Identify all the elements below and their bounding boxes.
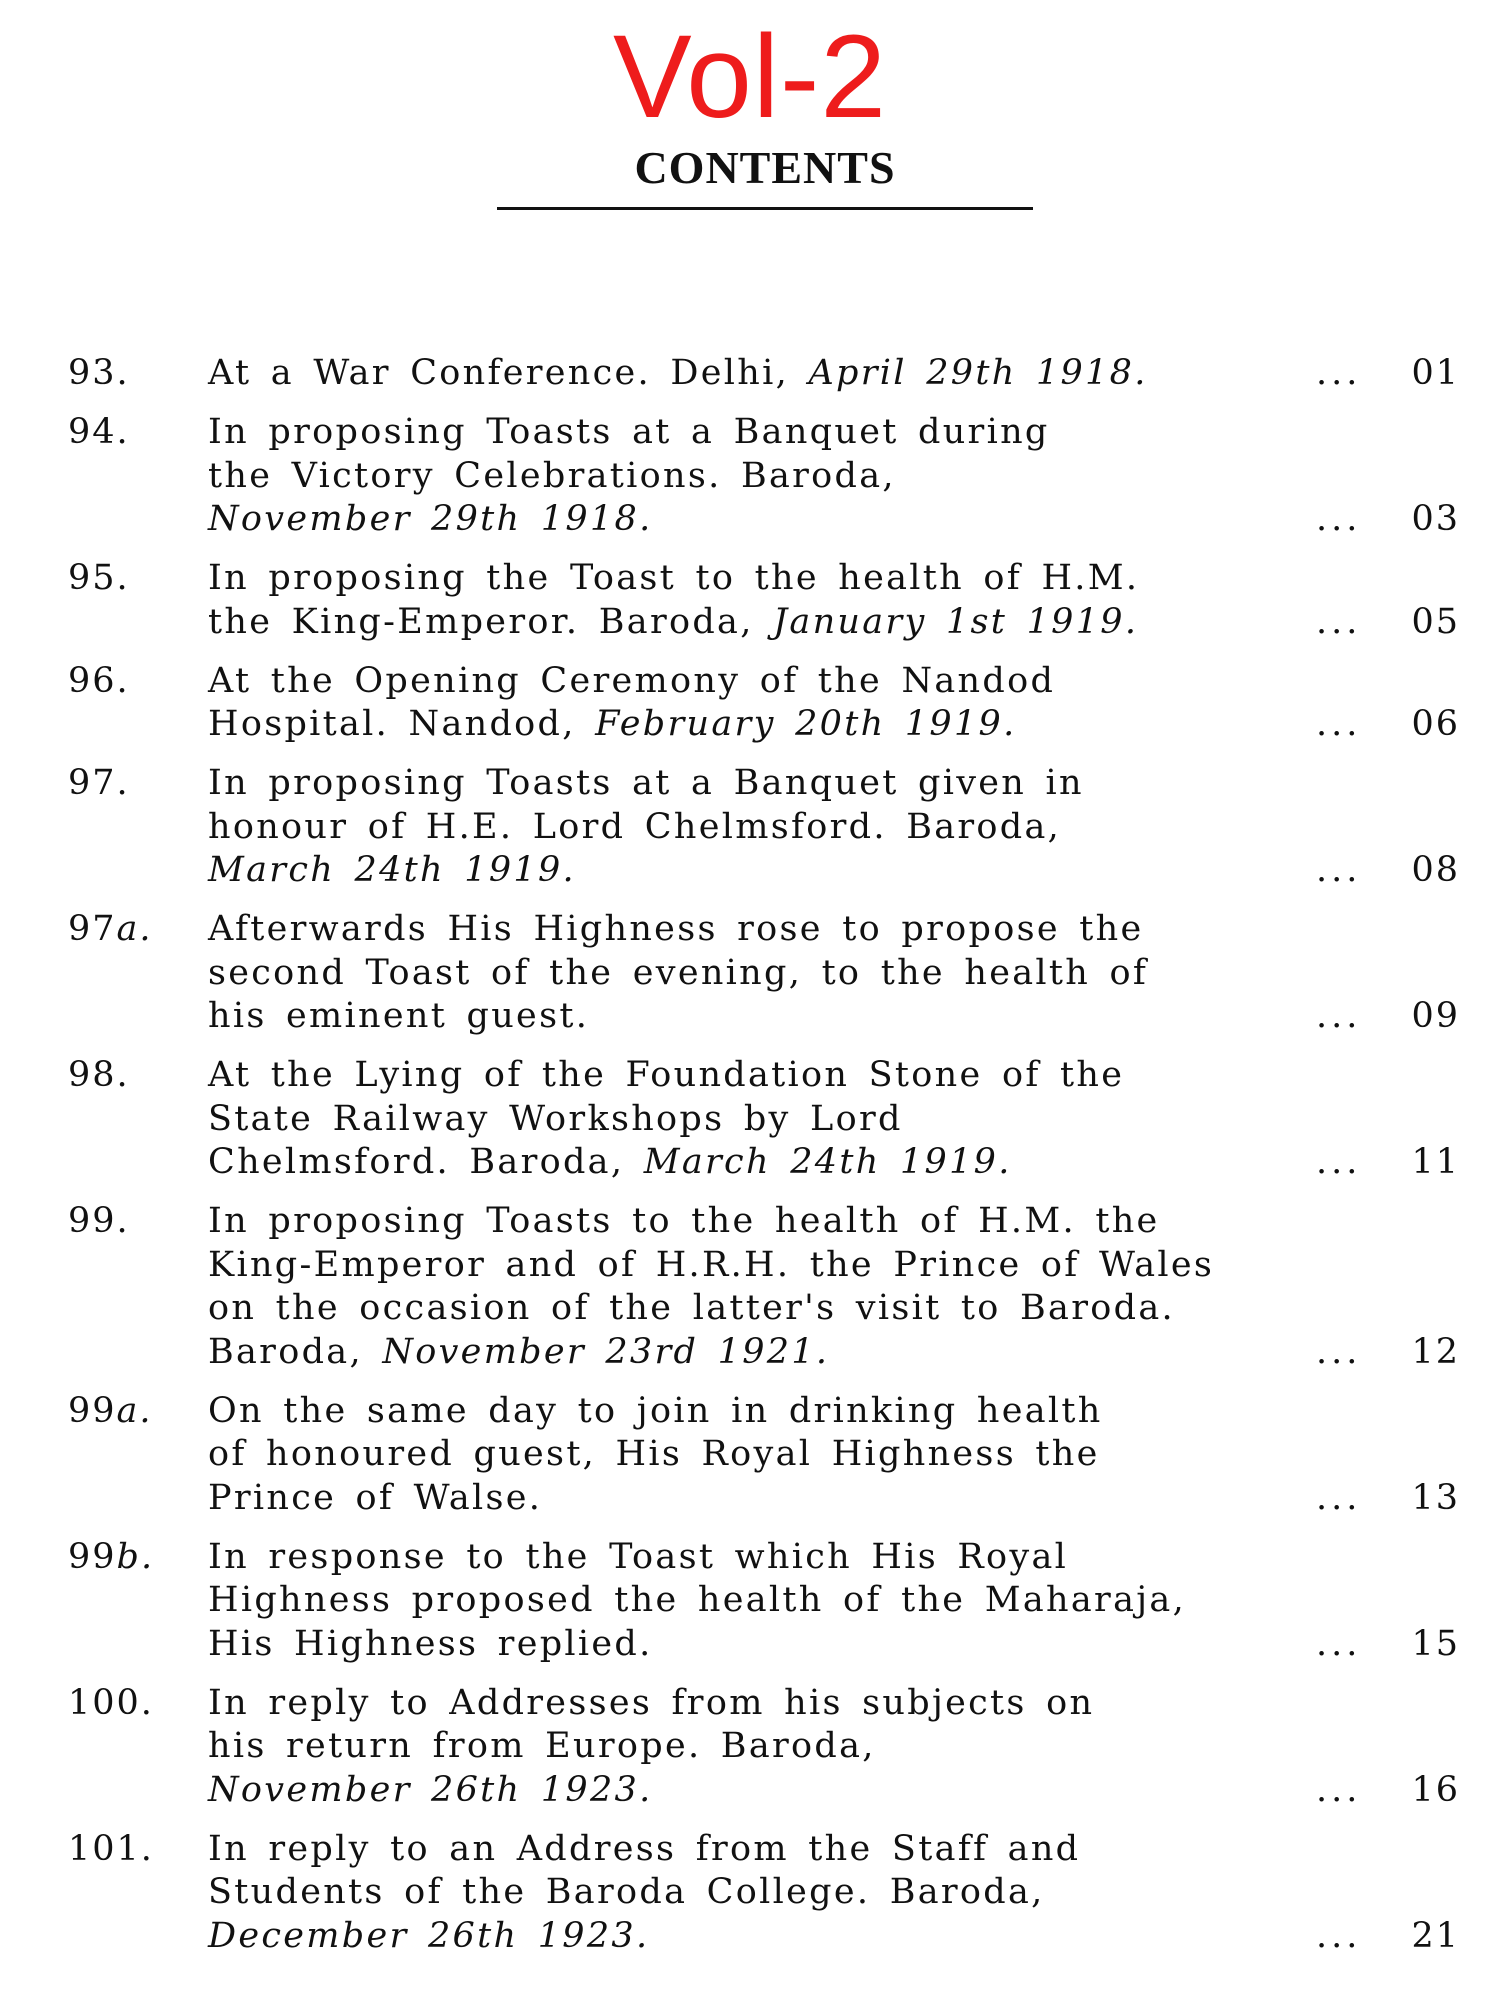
page-number: 12: [1411, 1331, 1460, 1372]
entry-number-value: 99: [68, 1536, 117, 1577]
entry-title-text: In response to the Toast which His Royal: [208, 1536, 1069, 1577]
entry-title-line: [208, 352, 1318, 396]
entry-title-line: [208, 952, 1318, 996]
entry-title-line: [208, 1390, 1318, 1434]
dot-leader: ...: [1316, 1769, 1362, 1810]
entry-title-text: At the Opening Ceremony of the Nandod: [208, 660, 1056, 701]
entry-title-text: On the same day to join in drinking health: [208, 1390, 1103, 1431]
entry-number: [68, 908, 153, 952]
entry-date: January 1st 1919.: [773, 601, 1139, 642]
entry-date: February 20th 1919.: [595, 704, 1017, 744]
entry-number-value: 96.: [68, 660, 130, 701]
title-underline: [497, 207, 1033, 210]
entry-number: [68, 557, 130, 601]
entry-title: [208, 557, 1318, 644]
entry-title-line: [208, 498, 1318, 542]
entry-title-text: At a War Conference. Delhi,: [208, 353, 809, 393]
page-number: 11: [1411, 1142, 1460, 1182]
entry-title-line: [208, 1141, 1318, 1185]
entry-number-suffix: a.: [116, 909, 153, 949]
entry-title-line: [208, 1871, 1318, 1915]
dot-leader: ...: [1316, 601, 1362, 642]
entry-title: [208, 1536, 1318, 1667]
entry-number-value: 100.: [68, 1682, 154, 1723]
entry-title-text: At the Lying of the Foundation Stone of the: [208, 1055, 1125, 1095]
entry-title-line: [208, 1579, 1318, 1623]
entry-title-text: his eminent guest.: [208, 996, 590, 1036]
entry-title-line: [208, 1623, 1318, 1667]
entry-title-text: In proposing the Toast to the health of H.M.: [208, 558, 1140, 598]
entry-number: [68, 1682, 154, 1726]
entry-title-line: [208, 1682, 1318, 1726]
entry-title-line: [208, 806, 1318, 850]
page-number: 21: [1411, 1915, 1460, 1956]
volume-label: Vol-2: [613, 11, 887, 143]
entry-number: [68, 1054, 130, 1098]
entry-title: [208, 660, 1318, 747]
entry-title-text: Students of the Baroda College. Baroda,: [208, 1872, 1045, 1912]
dot-leader: ...: [1316, 1331, 1362, 1372]
entry-title-line: [208, 1244, 1318, 1288]
entry-number-value: 98.: [68, 1055, 130, 1095]
entry-title: [208, 908, 1318, 1039]
entry-title-text: his return from Europe. Baroda,: [208, 1726, 876, 1766]
entry-title-line: [208, 1828, 1318, 1872]
entry-number-value: 97: [68, 909, 117, 949]
entry-title-text: Prince of Walse.: [208, 1477, 543, 1518]
entry-title: [208, 1200, 1318, 1374]
entry-number-suffix: b.: [116, 1536, 155, 1577]
entry-title-line: [208, 557, 1318, 601]
entry-title-line: [208, 1536, 1318, 1580]
entry-number-value: 99: [68, 1390, 117, 1431]
entry-number: [68, 1390, 153, 1434]
entry-number-value: 101.: [68, 1828, 154, 1869]
entry-title: [208, 1828, 1318, 1959]
entry-title-line: [208, 1331, 1318, 1375]
entry-number: [68, 1536, 154, 1580]
entry-title-text: Hospital. Nandod,: [208, 704, 596, 744]
entry-title-text: second Toast of the evening, to the health of: [208, 952, 1149, 993]
entry-title-line: [208, 1200, 1318, 1244]
entry-title: [208, 411, 1318, 542]
entry-number-value: 97.: [68, 763, 130, 803]
entry-date: March 24th 1919.: [208, 850, 576, 890]
dot-leader: ...: [1316, 1477, 1362, 1518]
entry-title-line: [208, 1054, 1318, 1098]
entry-title-text: His Highness replied.: [208, 1623, 653, 1664]
entry-date: March 24th 1919.: [643, 1142, 1012, 1182]
entry-title-text: Afterwards His Highness rose to propose the: [208, 909, 1144, 949]
entry-title-text: In proposing Toasts to the health of H.M. the: [208, 1201, 1160, 1241]
entry-number-value: 93.: [68, 353, 130, 393]
entry-title-text: State Railway Workshops by Lord: [208, 1098, 903, 1139]
entry-title-text: Baroda,: [208, 1331, 383, 1372]
entry-title: [208, 1390, 1318, 1521]
entry-title-line: [208, 1915, 1318, 1959]
entry-number-suffix: a.: [116, 1390, 153, 1431]
entry-title-line: [208, 849, 1318, 893]
dot-leader: ...: [1316, 996, 1362, 1036]
entry-title-line: [208, 455, 1318, 499]
entry-title-line: [208, 411, 1318, 455]
entry-title: [208, 762, 1318, 893]
entry-date: November 26th 1923.: [208, 1769, 653, 1810]
entry-title-line: [208, 1287, 1318, 1331]
entry-number-value: 94.: [68, 412, 130, 452]
dot-leader: ...: [1316, 1623, 1362, 1664]
entry-title-line: [208, 703, 1318, 747]
entry-title-text: the Victory Celebrations. Baroda,: [208, 455, 896, 496]
entry-number-value: 99.: [68, 1201, 130, 1241]
entry-title-line: [208, 995, 1318, 1039]
dot-leader: ...: [1316, 1142, 1362, 1182]
page-number: 15: [1411, 1623, 1460, 1664]
entry-title-line: [208, 1433, 1318, 1477]
page-number: 08: [1411, 850, 1460, 890]
entry-title-text: In proposing Toasts at a Banquet during: [208, 412, 1050, 452]
page-number: 09: [1411, 996, 1460, 1036]
dot-leader: ...: [1316, 353, 1362, 393]
entry-title-line: [208, 1098, 1318, 1142]
entry-title-text: In reply to Addresses from his subjects on: [208, 1682, 1095, 1723]
entry-title-text: In reply to an Address from the Staff and: [208, 1828, 1081, 1869]
entry-title-text: honour of H.E. Lord Chelmsford. Baroda,: [208, 806, 1062, 847]
entry-number-value: 95.: [68, 558, 130, 598]
entry-number: [68, 762, 130, 806]
entry-number: [68, 411, 130, 455]
entry-number: [68, 352, 130, 396]
entry-title-line: [208, 660, 1318, 704]
entry-title-line: [208, 1725, 1318, 1769]
dot-leader: ...: [1316, 1915, 1362, 1956]
page-number: 13: [1411, 1477, 1460, 1518]
entry-number: [68, 1828, 154, 1872]
page-number: 05: [1411, 601, 1460, 642]
dot-leader: ...: [1316, 850, 1362, 890]
entry-title-text: of honoured guest, His Royal Highness the: [208, 1434, 1100, 1474]
entry-date: April 29th 1918.: [808, 353, 1148, 393]
entry-title-text: King-Emperor and of H.R.H. the Prince of Wales: [208, 1244, 1215, 1285]
entry-date: November 29th 1918.: [208, 499, 653, 539]
entry-title-text: Highness proposed the health of the Maharaja,: [208, 1580, 1186, 1620]
entry-title-text: In proposing Toasts at a Banquet given in: [208, 763, 1084, 803]
entry-title-line: [208, 908, 1318, 952]
entry-title-text: Chelmsford. Baroda,: [208, 1142, 644, 1182]
page-number: 01: [1411, 353, 1460, 393]
entry-title-line: [208, 601, 1318, 645]
page-title: CONTENTS: [634, 142, 896, 193]
entry-title-line: [208, 762, 1318, 806]
entry-number: [68, 1200, 130, 1244]
dot-leader: ...: [1316, 704, 1362, 744]
entry-date: November 23rd 1921.: [382, 1331, 830, 1372]
entry-title-line: [208, 1769, 1318, 1813]
page-number: 16: [1411, 1769, 1460, 1810]
entry-title: [208, 1682, 1318, 1813]
entry-date: December 26th 1923.: [208, 1915, 650, 1956]
entry-title-text: on the occasion of the latter's visit to Baroda.: [208, 1288, 1175, 1328]
page-number: 06: [1411, 704, 1460, 744]
entry-title: [208, 352, 1318, 396]
entry-number: [68, 660, 130, 704]
dot-leader: ...: [1316, 499, 1362, 539]
entry-title-text: the King-Emperor. Baroda,: [208, 601, 774, 642]
entry-title: [208, 1054, 1318, 1185]
entry-title-line: [208, 1477, 1318, 1521]
page-number: 03: [1411, 499, 1460, 539]
